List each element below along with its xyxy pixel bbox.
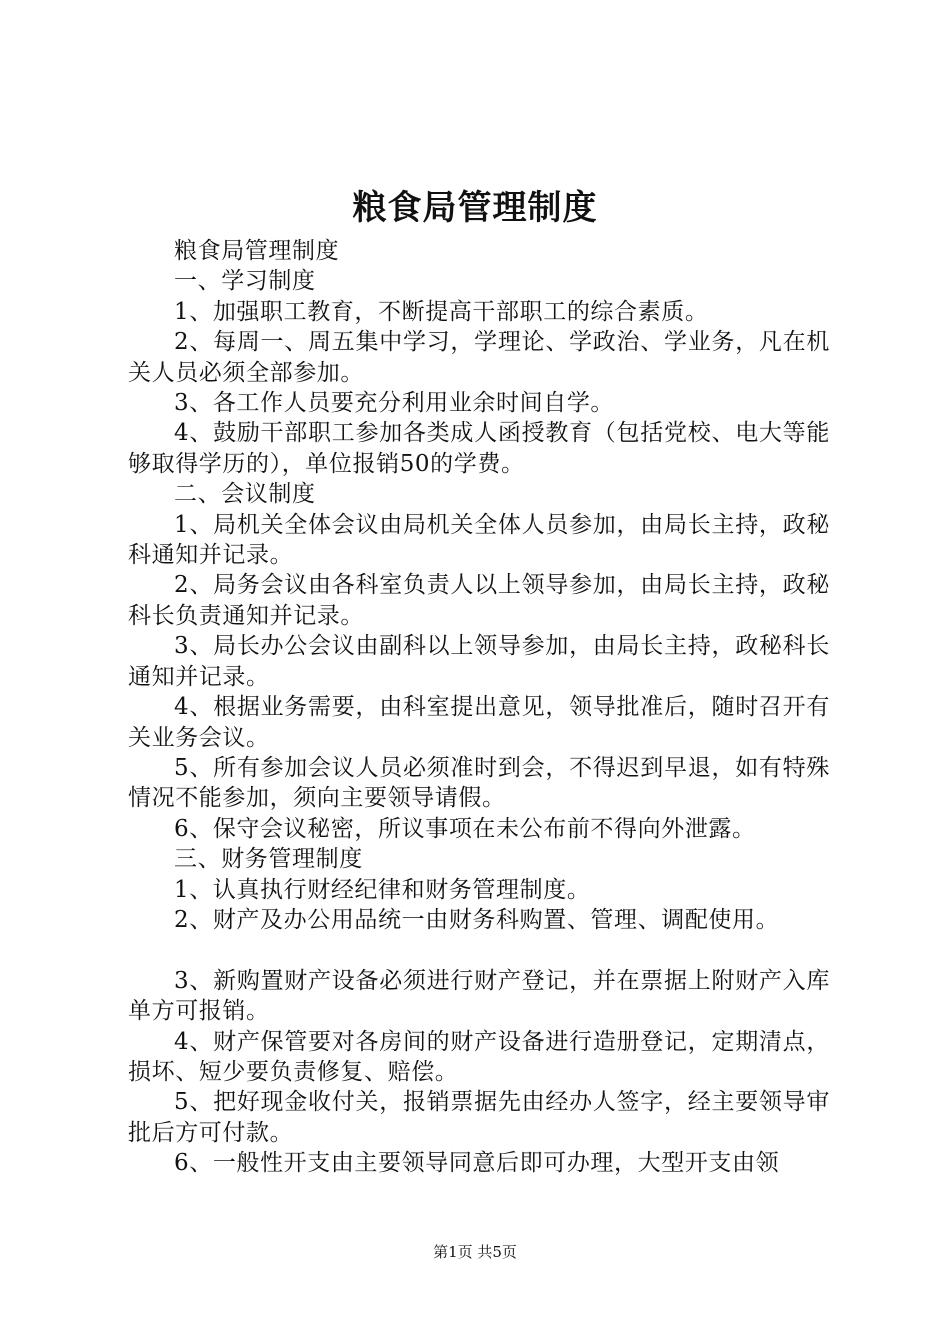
paragraph: 5、所有参加会议人员必须准时到会，不得迟到早退，如有特殊情况不能参加，须向主要领导请假。 bbox=[128, 754, 830, 812]
paragraph: 6、保守会议秘密，所议事项在未公布前不得向外泄露。 bbox=[174, 815, 756, 842]
document-body bbox=[128, 236, 830, 1179]
section-heading-study: 一、学习制度 bbox=[174, 268, 316, 295]
paragraph: 6、一般性开支由主要领导同意后即可办理，大型开支由领 bbox=[174, 1150, 780, 1177]
paragraph: 2、每周一、周五集中学习，学理论、学政治、学业务，凡在机关人员必须全部参加。 bbox=[128, 329, 830, 386]
paragraph: 3、局长办公会议由副科以上领导参加，由局长主持，政秘科长通知并记录。 bbox=[128, 633, 830, 690]
section-heading-meeting: 二、会议制度 bbox=[174, 481, 316, 508]
paragraph: 3、各工作人员要充分利用业余时间自学。 bbox=[174, 390, 615, 417]
paragraph: 4、财产保管要对各房间的财产设备进行造册登记，定期清点，损坏、短少要负责修复、赔偿。 bbox=[128, 1028, 830, 1085]
section-heading-finance: 三、财务管理制度 bbox=[174, 846, 363, 873]
paragraph: 4、鼓励干部职工参加各类成人函授教育（包括党校、电大等能够取得学历的），单位报销50的学费。 bbox=[128, 420, 830, 477]
paragraph: 1、局机关全体会议由局机关全体人员参加，由局长主持，政秘科通知并记录。 bbox=[128, 511, 830, 569]
paragraph: 5、把好现金收付关，报销票据先由经办人签字，经主要领导审批后方可付款。 bbox=[128, 1089, 830, 1146]
paragraph: 4、根据业务需要，由科室提出意见，领导批准后，随时召开有关业务会议。 bbox=[128, 694, 830, 751]
document-title: 粮食局管理制度 bbox=[352, 188, 598, 228]
paragraph: 1、加强职工教育，不断提高干部职工的综合素质。 bbox=[174, 298, 709, 325]
paragraph: 2、局务会议由各科室负责人以上领导参加，由局长主持，政秘科长负责通知并记录。 bbox=[128, 572, 830, 629]
paragraph: 2、财产及办公用品统一由财务科购置、管理、调配使用。 bbox=[174, 906, 780, 933]
paragraph-subtitle: 粮食局管理制度 bbox=[174, 238, 340, 264]
page-footer: 第1页 共5页 bbox=[433, 1243, 517, 1261]
paragraph: 3、新购置财产设备必须进行财产登记，并在票据上附财产入库单方可报销。 bbox=[128, 967, 830, 1025]
paragraph: 1、认真执行财经纪律和财务管理制度。 bbox=[174, 876, 591, 903]
